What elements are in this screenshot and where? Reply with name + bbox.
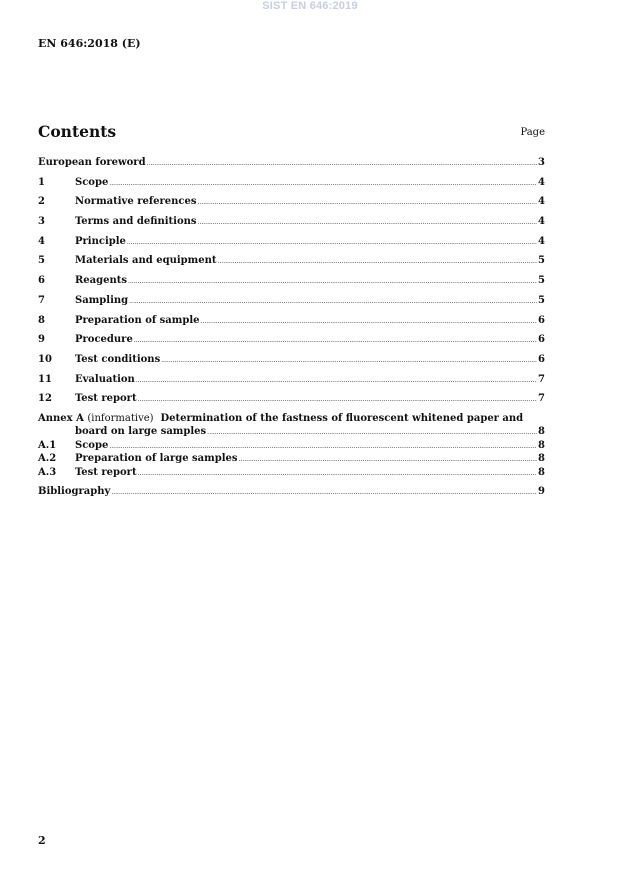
toc-entry-section-6[interactable]: [38, 275, 545, 295]
toc-entry-bibliography[interactable]: [38, 486, 545, 506]
toc-entry-page: 8: [538, 453, 545, 465]
toc-entry-section-10[interactable]: [38, 354, 545, 374]
toc-entry-annex-a-3[interactable]: [38, 467, 545, 481]
dot-leader: [198, 216, 538, 227]
dot-leader: [134, 334, 537, 345]
toc-entry-number: 2: [38, 196, 45, 208]
toc-entry-number: 7: [38, 294, 45, 306]
toc-entry-title: Reagents: [75, 275, 128, 287]
dot-leader: [239, 453, 538, 464]
toc-entry-annex-a-continued[interactable]: [38, 426, 545, 440]
toc-entry-page: 6: [538, 314, 545, 326]
toc-entry-page: 4: [538, 235, 545, 247]
dot-leader: [129, 295, 537, 306]
annex-title-line1: Determination of the fastness of fluorescent whitened paper and: [160, 412, 524, 424]
dot-leader: [198, 196, 538, 207]
toc-entry-section-3[interactable]: [38, 216, 545, 236]
toc-entry-foreword[interactable]: [38, 157, 545, 177]
toc-entry-page: 7: [538, 393, 545, 405]
toc-entry-title: Sampling: [75, 294, 129, 306]
toc-entry-number: 11: [38, 373, 52, 385]
dot-leader: [217, 255, 537, 266]
dot-leader: [109, 177, 537, 188]
toc-entry-number: 10: [38, 353, 52, 365]
toc-entry-annex-a-1[interactable]: [38, 440, 545, 454]
toc-entry-page: 5: [538, 294, 545, 306]
toc-entry-section-7[interactable]: [38, 295, 545, 315]
dot-leader: [207, 426, 537, 437]
dot-leader: [127, 236, 537, 247]
toc-entry-title: Test report: [75, 393, 137, 405]
annex-type: (informative): [87, 412, 154, 424]
toc-entry-section-9[interactable]: [38, 334, 545, 354]
toc-entry-title: Procedure: [75, 334, 133, 346]
dot-leader: [138, 393, 537, 404]
toc-entry-page: 9: [538, 486, 545, 498]
annex-title-line2: board on large samples: [75, 425, 207, 437]
toc-entry-page: 6: [538, 353, 545, 365]
toc-entry-number: A.2: [38, 453, 57, 465]
toc-entry-section-5[interactable]: [38, 255, 545, 275]
dot-leader: [147, 157, 537, 168]
toc-entry-page: 5: [538, 255, 545, 267]
toc-entry-section-11[interactable]: [38, 374, 545, 394]
toc-entry-title: European foreword: [38, 157, 146, 168]
toc-entry-number: 1: [38, 176, 45, 188]
toc-entry-title: Preparation of sample: [75, 314, 200, 326]
toc-entry-number: 12: [38, 393, 52, 405]
toc-entry-title: Terms and definitions: [75, 216, 197, 228]
watermark: SIST EN 646:2019: [262, 0, 358, 12]
toc-entry-title: Test conditions: [75, 353, 161, 365]
contents-heading: Contents: [38, 122, 117, 141]
toc-entry-number: 4: [38, 235, 45, 247]
toc-entry-title: Scope: [75, 176, 109, 188]
dot-leader: [111, 486, 537, 497]
toc-entry-section-2[interactable]: [38, 196, 545, 216]
toc-entry-title: Scope: [75, 439, 109, 451]
toc-entry-number: 3: [38, 216, 45, 228]
toc-entry-page: 8: [538, 439, 545, 451]
page-column-label: Page: [520, 127, 545, 138]
dot-leader: [136, 374, 537, 385]
toc-entry-page: 4: [538, 176, 545, 188]
dot-leader: [138, 467, 537, 478]
toc-entry-page: 3: [538, 157, 545, 168]
toc-entry-number: A.1: [38, 439, 57, 451]
toc-entry-title: Evaluation: [75, 373, 135, 385]
toc-entry-page: 4: [538, 216, 545, 228]
toc-entry-section-8[interactable]: [38, 315, 545, 335]
toc-entry-annex-a[interactable]: [38, 413, 545, 426]
toc-entry-title: Principle: [75, 235, 126, 247]
toc-entry-title: Test report: [75, 466, 137, 478]
toc-entry-page: 4: [538, 196, 545, 208]
dot-leader: [109, 440, 537, 451]
toc-entry-number: 9: [38, 334, 45, 346]
annex-label: Annex A: [38, 412, 84, 424]
toc-entry-section-1[interactable]: [38, 177, 545, 197]
document-id: EN 646:2018 (E): [38, 37, 141, 50]
toc-entry-page: 7: [538, 373, 545, 385]
toc-entry-page: 8: [538, 425, 545, 437]
dot-leader: [161, 354, 537, 365]
dot-leader: [201, 315, 538, 326]
toc-entry-page: 5: [538, 275, 545, 287]
toc-entry-number: 8: [38, 314, 45, 326]
toc-entry-page: 6: [538, 334, 545, 346]
table-of-contents: [38, 157, 545, 506]
toc-entry-number: 6: [38, 275, 45, 287]
toc-entry-title: Bibliography: [38, 486, 111, 498]
toc-entry-section-12[interactable]: [38, 393, 545, 413]
toc-entry-page: 8: [538, 466, 545, 478]
toc-entry-section-4[interactable]: [38, 236, 545, 256]
toc-entry-title: Preparation of large samples: [75, 453, 238, 465]
toc-entry-number: A.3: [38, 466, 57, 478]
toc-entry-title: Materials and equipment: [75, 255, 217, 267]
dot-leader: [128, 275, 537, 286]
toc-entry-number: 5: [38, 255, 45, 267]
page-number: 2: [38, 834, 46, 847]
toc-entry-annex-a-2[interactable]: [38, 453, 545, 467]
toc-entry-title: Normative references: [75, 196, 197, 208]
